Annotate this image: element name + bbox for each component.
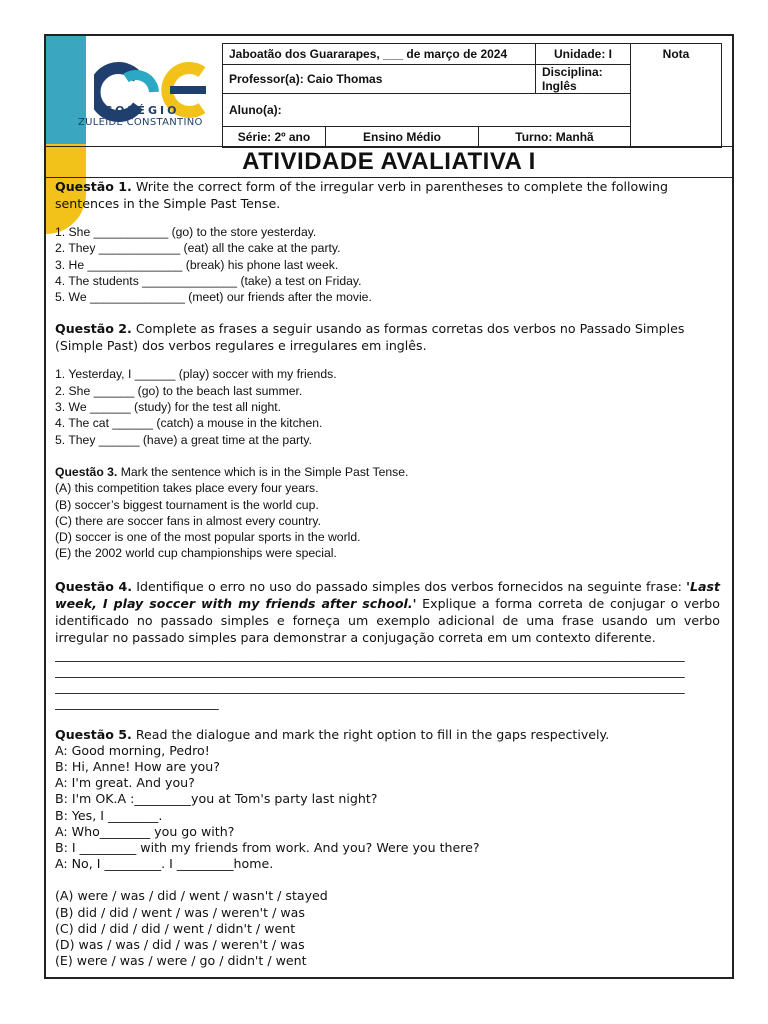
- question-3-stem: [55, 464, 720, 480]
- dialog-line: A: Good morning, Pedro!: [55, 742, 210, 758]
- list-item: 1. Yesterday, I ______ (play) soccer with my friends.: [55, 367, 337, 382]
- option-item: (A) were / was / did / went / wasn't / stayed: [55, 888, 328, 904]
- list-item: 1. She ___________ (go) to the store yesterday.: [55, 225, 317, 239]
- answer-line: __________________________: [55, 694, 219, 710]
- dialog-line: B: Hi, Anne! How are you?: [55, 758, 220, 774]
- unidade-cell: Unidade: I: [536, 44, 631, 65]
- option-item: (E) the 2002 world cup championships were special.: [55, 546, 337, 561]
- option-item: (B) soccer’s biggest tournament is the world cup.: [55, 497, 319, 512]
- question-2-text: Complete as frases a seguir usando as formas corretas dos verbos no Passado Simples (Simple Past) dos verbos regulares e irregulares em inglês.: [55, 321, 685, 354]
- question-4-text-before: Identifique o erro no uso do passado simples dos verbos fornecidos na seguinte frase:: [136, 578, 682, 594]
- question-5-label: Questão 5.: [55, 726, 132, 742]
- question-5: [55, 726, 720, 743]
- answer-line: ____________________________________________________________________________________________________: [55, 646, 685, 662]
- question-1-label: Questão 1.: [55, 179, 132, 194]
- dialog-line: A: I'm great. And you?: [55, 775, 195, 791]
- option-item: (D) was / was / did / was / weren't / was: [55, 936, 305, 952]
- question-4-text-after: Explique a forma correta de conjugar o verbo identificado no passado simples e forneça um exemplo adicional de uma frase usando um verbo irregular no passado simples para demonstrar a conjugação correta em um contexto diferente.: [55, 595, 720, 645]
- option-item: (B) did / did / went / was / weren't / was: [55, 904, 305, 920]
- list-item: 5. We ______________ (meet) our friends after the movie.: [55, 290, 372, 305]
- place-date-cell: Jaboatão dos Guararapes, ___ de março de 2024: [223, 44, 536, 65]
- question-3: [55, 464, 720, 562]
- disciplina-cell: Disciplina: Inglês: [536, 65, 631, 94]
- turno-cell: Turno: Manhã: [479, 127, 631, 148]
- list-item: 2. They ____________ (eat) all the cake at the party.: [55, 241, 341, 256]
- header-table: [222, 43, 722, 148]
- dialog-line: A: Who________ you go with?: [55, 823, 235, 839]
- question-4: [55, 578, 720, 646]
- option-item: (E) were / was / were / go / didn't / went: [55, 953, 307, 969]
- serie-cell: Série: 2º ano: [223, 127, 326, 148]
- question-2: [55, 320, 720, 354]
- list-item: 3. He ______________ (break) his phone last week.: [55, 257, 339, 272]
- dialog-line: B: Yes, I ________.: [55, 807, 163, 823]
- list-item: 3. We ______ (study) for the test all night.: [55, 400, 282, 415]
- question-4-label: Questão 4.: [55, 578, 133, 594]
- question-5-text: Read the dialogue and mark the right option to fill in the gaps respectively.: [135, 726, 610, 742]
- question-1: [55, 178, 720, 212]
- dialog-line: A: No, I _________. I _________home.: [55, 856, 274, 872]
- nota-cell: Nota: [631, 44, 722, 148]
- ensino-cell: Ensino Médio: [326, 127, 479, 148]
- dialog-line: B: I'm OK.A :_________you at Tom's party last night?: [55, 791, 378, 807]
- question-4-answer-lines: [55, 647, 720, 711]
- list-item: 2. She ______ (go) to the beach last summer.: [55, 383, 303, 398]
- option-item: (C) there are soccer fans in almost every country.: [55, 513, 321, 528]
- logo-title: COLÉGIO: [104, 104, 180, 117]
- answer-line: ____________________________________________________________________________________________________: [55, 662, 685, 678]
- answer-line: ____________________________________________________________________________________________________: [55, 678, 685, 694]
- question-4-quote: 'Last week, I play soccer with my friends after school.': [55, 578, 721, 611]
- list-item: 4. The cat ______ (catch) a mouse in the kitchen.: [55, 416, 323, 431]
- question-1-items: [55, 224, 720, 305]
- exam-sheet: [44, 34, 734, 979]
- page-title: ATIVIDADE AVALIATIVA I: [46, 146, 732, 178]
- question-5-dialog: [55, 743, 720, 873]
- option-item: (D) soccer is one of the most popular sports in the world.: [55, 530, 361, 545]
- decorative-band-blue: [46, 36, 86, 146]
- dialog-line: B: I _________ with my friends from work. And you? Were you there?: [55, 839, 480, 855]
- question-2-label: Questão 2.: [55, 321, 132, 337]
- logo-subtitle: ZULEIDE CONSTANTINO: [78, 117, 203, 128]
- question-1-text: Write the correct form of the irregular verb in parentheses to complete the following sentences in the Simple Past Tense.: [55, 179, 669, 211]
- aluno-cell: Aluno(a):: [223, 94, 631, 127]
- question-2-items: [55, 366, 720, 447]
- list-item: 4. The students ______________ (take) a test on Friday.: [55, 273, 362, 288]
- list-item: 5. They ______ (have) a great time at the party.: [55, 432, 312, 447]
- question-3-label: Questão 3.: [55, 464, 118, 479]
- exam-content: [55, 178, 720, 969]
- question-5-options: [55, 888, 720, 969]
- option-item: (A) this competition takes place every four years.: [55, 481, 319, 496]
- option-item: (C) did / did / did / went / didn't / went: [55, 920, 296, 936]
- professor-cell: Professor(a): Caio Thomas: [223, 65, 536, 94]
- question-3-text: Mark the sentence which is in the Simple Past Tense.: [120, 464, 409, 479]
